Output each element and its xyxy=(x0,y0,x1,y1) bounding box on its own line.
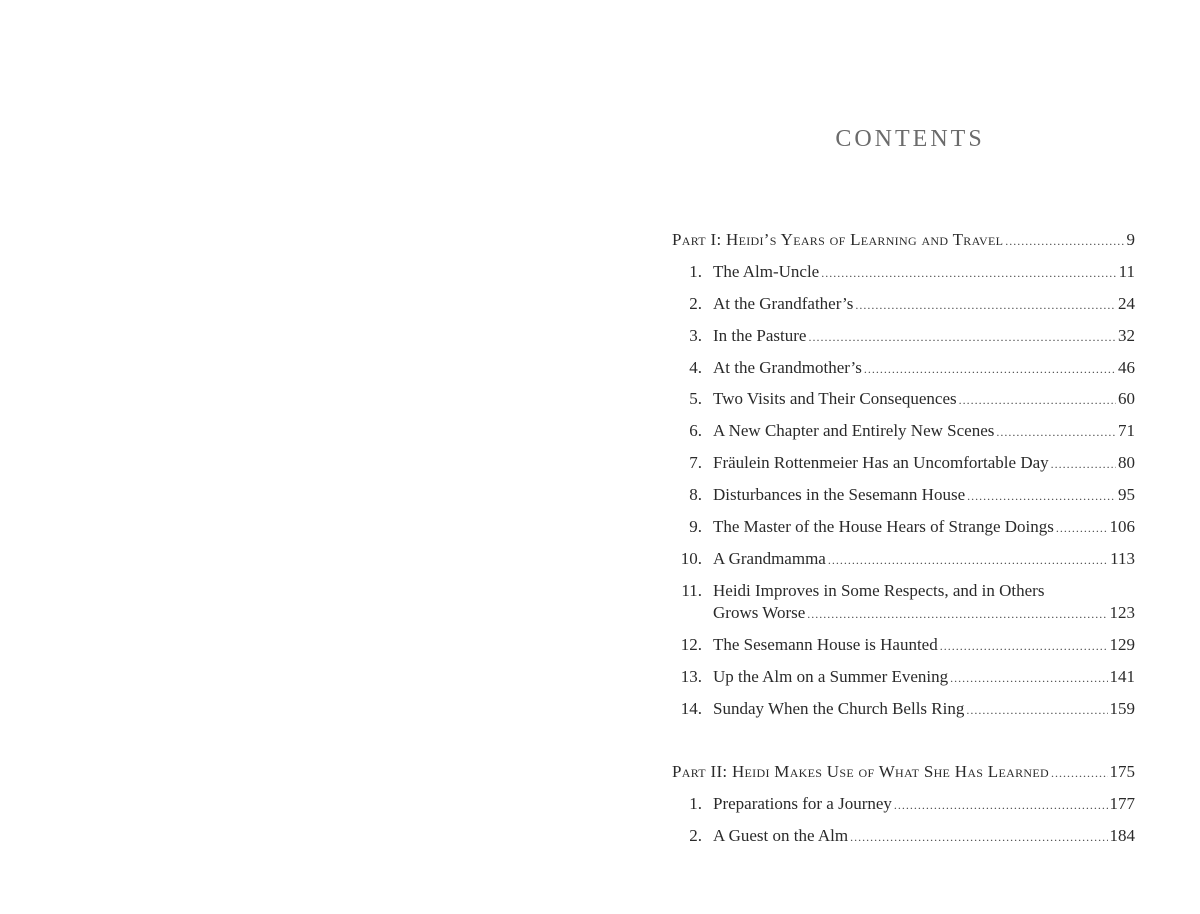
page-number: 9 xyxy=(1126,230,1135,249)
page-number: 184 xyxy=(1109,826,1135,845)
page-number: 129 xyxy=(1109,635,1135,654)
page-number: 71 xyxy=(1118,421,1135,440)
chapter-entry xyxy=(672,633,1135,657)
part-2-entry xyxy=(672,760,1135,784)
chapter-number: 6. xyxy=(689,421,702,440)
chapter-number: 4. xyxy=(689,358,702,377)
chapter-title: A New Chapter and Entirely New Scenes xyxy=(713,421,995,440)
chapter-entry xyxy=(672,292,1135,316)
chapter-entry xyxy=(672,451,1135,475)
chapter-title: At the Grandfather’s xyxy=(713,294,854,313)
part-title: Part I: Heidi’s Years of Learning and Travel xyxy=(672,230,1004,249)
chapter-title: Preparations for a Journey xyxy=(713,794,892,813)
chapter-entry xyxy=(672,547,1135,571)
chapter-title: At the Grandmother’s xyxy=(713,358,862,377)
dot-leader xyxy=(807,602,1107,626)
dot-leader xyxy=(1056,516,1108,540)
dot-leader xyxy=(1051,452,1116,476)
page-number: 32 xyxy=(1118,326,1135,345)
chapter-entry xyxy=(672,792,1135,816)
chapter-entry xyxy=(672,324,1135,348)
dot-leader xyxy=(940,634,1108,658)
chapter-number: 5. xyxy=(689,389,702,408)
page-number: 60 xyxy=(1118,389,1135,408)
chapter-entry xyxy=(672,356,1135,380)
chapter-entry xyxy=(672,665,1135,689)
chapter-number: 9. xyxy=(689,517,702,536)
dot-leader xyxy=(808,325,1116,349)
page-number: 46 xyxy=(1118,358,1135,377)
chapter-title: Fräulein Rottenmeier Has an Uncomfortable Day xyxy=(713,453,1049,472)
dot-leader xyxy=(966,698,1107,722)
chapter-title-line2: Grows Worse xyxy=(713,603,806,622)
chapter-number: 12. xyxy=(680,635,702,654)
chapter-number: 1. xyxy=(689,262,702,281)
page-number: 159 xyxy=(1109,699,1135,718)
chapter-number: 11. xyxy=(681,581,702,600)
page-number: 106 xyxy=(1109,517,1135,536)
dot-leader xyxy=(850,825,1107,849)
page-number: 24 xyxy=(1118,294,1135,313)
chapter-title: Disturbances in the Sesemann House xyxy=(713,485,966,504)
chapter-entry xyxy=(672,697,1135,721)
chapter-number: 7. xyxy=(689,453,702,472)
chapter-title: The Sesemann House is Haunted xyxy=(713,635,938,654)
page-number: 123 xyxy=(1109,603,1135,622)
chapter-entry xyxy=(672,387,1135,411)
dot-leader xyxy=(1005,229,1124,253)
chapter-entry xyxy=(672,260,1135,284)
chapter-number: 13. xyxy=(680,667,702,686)
dot-leader xyxy=(864,357,1116,381)
page-number: 175 xyxy=(1109,762,1135,781)
dot-leader xyxy=(1051,761,1108,785)
chapter-title: The Master of the House Hears of Strange Doings xyxy=(713,517,1054,536)
chapter-title: A Guest on the Alm xyxy=(713,826,849,845)
chapter-title: The Alm-Uncle xyxy=(713,262,820,281)
chapter-entry xyxy=(672,419,1135,443)
chapter-entry xyxy=(672,515,1135,539)
page-number: 141 xyxy=(1109,667,1135,686)
chapter-title: Up the Alm on a Summer Evening xyxy=(713,667,949,686)
chapter-number: 2. xyxy=(689,826,702,845)
chapter-title: Two Visits and Their Consequences xyxy=(713,389,957,408)
page-number: 95 xyxy=(1118,485,1135,504)
page-number: 113 xyxy=(1110,549,1135,568)
chapter-title-line1: Heidi Improves in Some Respects, and in Others xyxy=(713,581,1045,600)
page-number: 177 xyxy=(1109,794,1135,813)
dot-leader xyxy=(959,388,1116,412)
dot-leader xyxy=(996,420,1116,444)
chapter-number: 2. xyxy=(689,294,702,313)
chapter-number: 8. xyxy=(689,485,702,504)
dot-leader xyxy=(894,793,1108,817)
chapter-number: 10. xyxy=(680,549,702,568)
chapter-number: 1. xyxy=(689,794,702,813)
page-number: 80 xyxy=(1118,453,1135,472)
chapter-entry xyxy=(672,579,1135,625)
chapter-number: 3. xyxy=(689,326,702,345)
chapter-number: 14. xyxy=(680,699,702,718)
dot-leader xyxy=(821,261,1116,285)
dot-leader xyxy=(967,484,1116,508)
dot-leader xyxy=(855,293,1116,317)
chapter-title: In the Pasture xyxy=(713,326,807,345)
chapter-entry xyxy=(672,483,1135,507)
chapter-title: A Grandmamma xyxy=(713,549,826,568)
dot-leader xyxy=(950,666,1107,690)
dot-leader xyxy=(828,548,1108,572)
page-number: 11 xyxy=(1118,262,1135,281)
chapter-entry xyxy=(672,824,1135,848)
page-title: CONTENTS xyxy=(835,126,985,152)
chapter-title: Sunday When the Church Bells Ring xyxy=(713,699,965,718)
part-title: Part II: Heidi Makes Use of What She Has Learned xyxy=(672,762,1049,781)
contents-page xyxy=(600,0,1200,914)
part-1-entry xyxy=(672,228,1135,252)
